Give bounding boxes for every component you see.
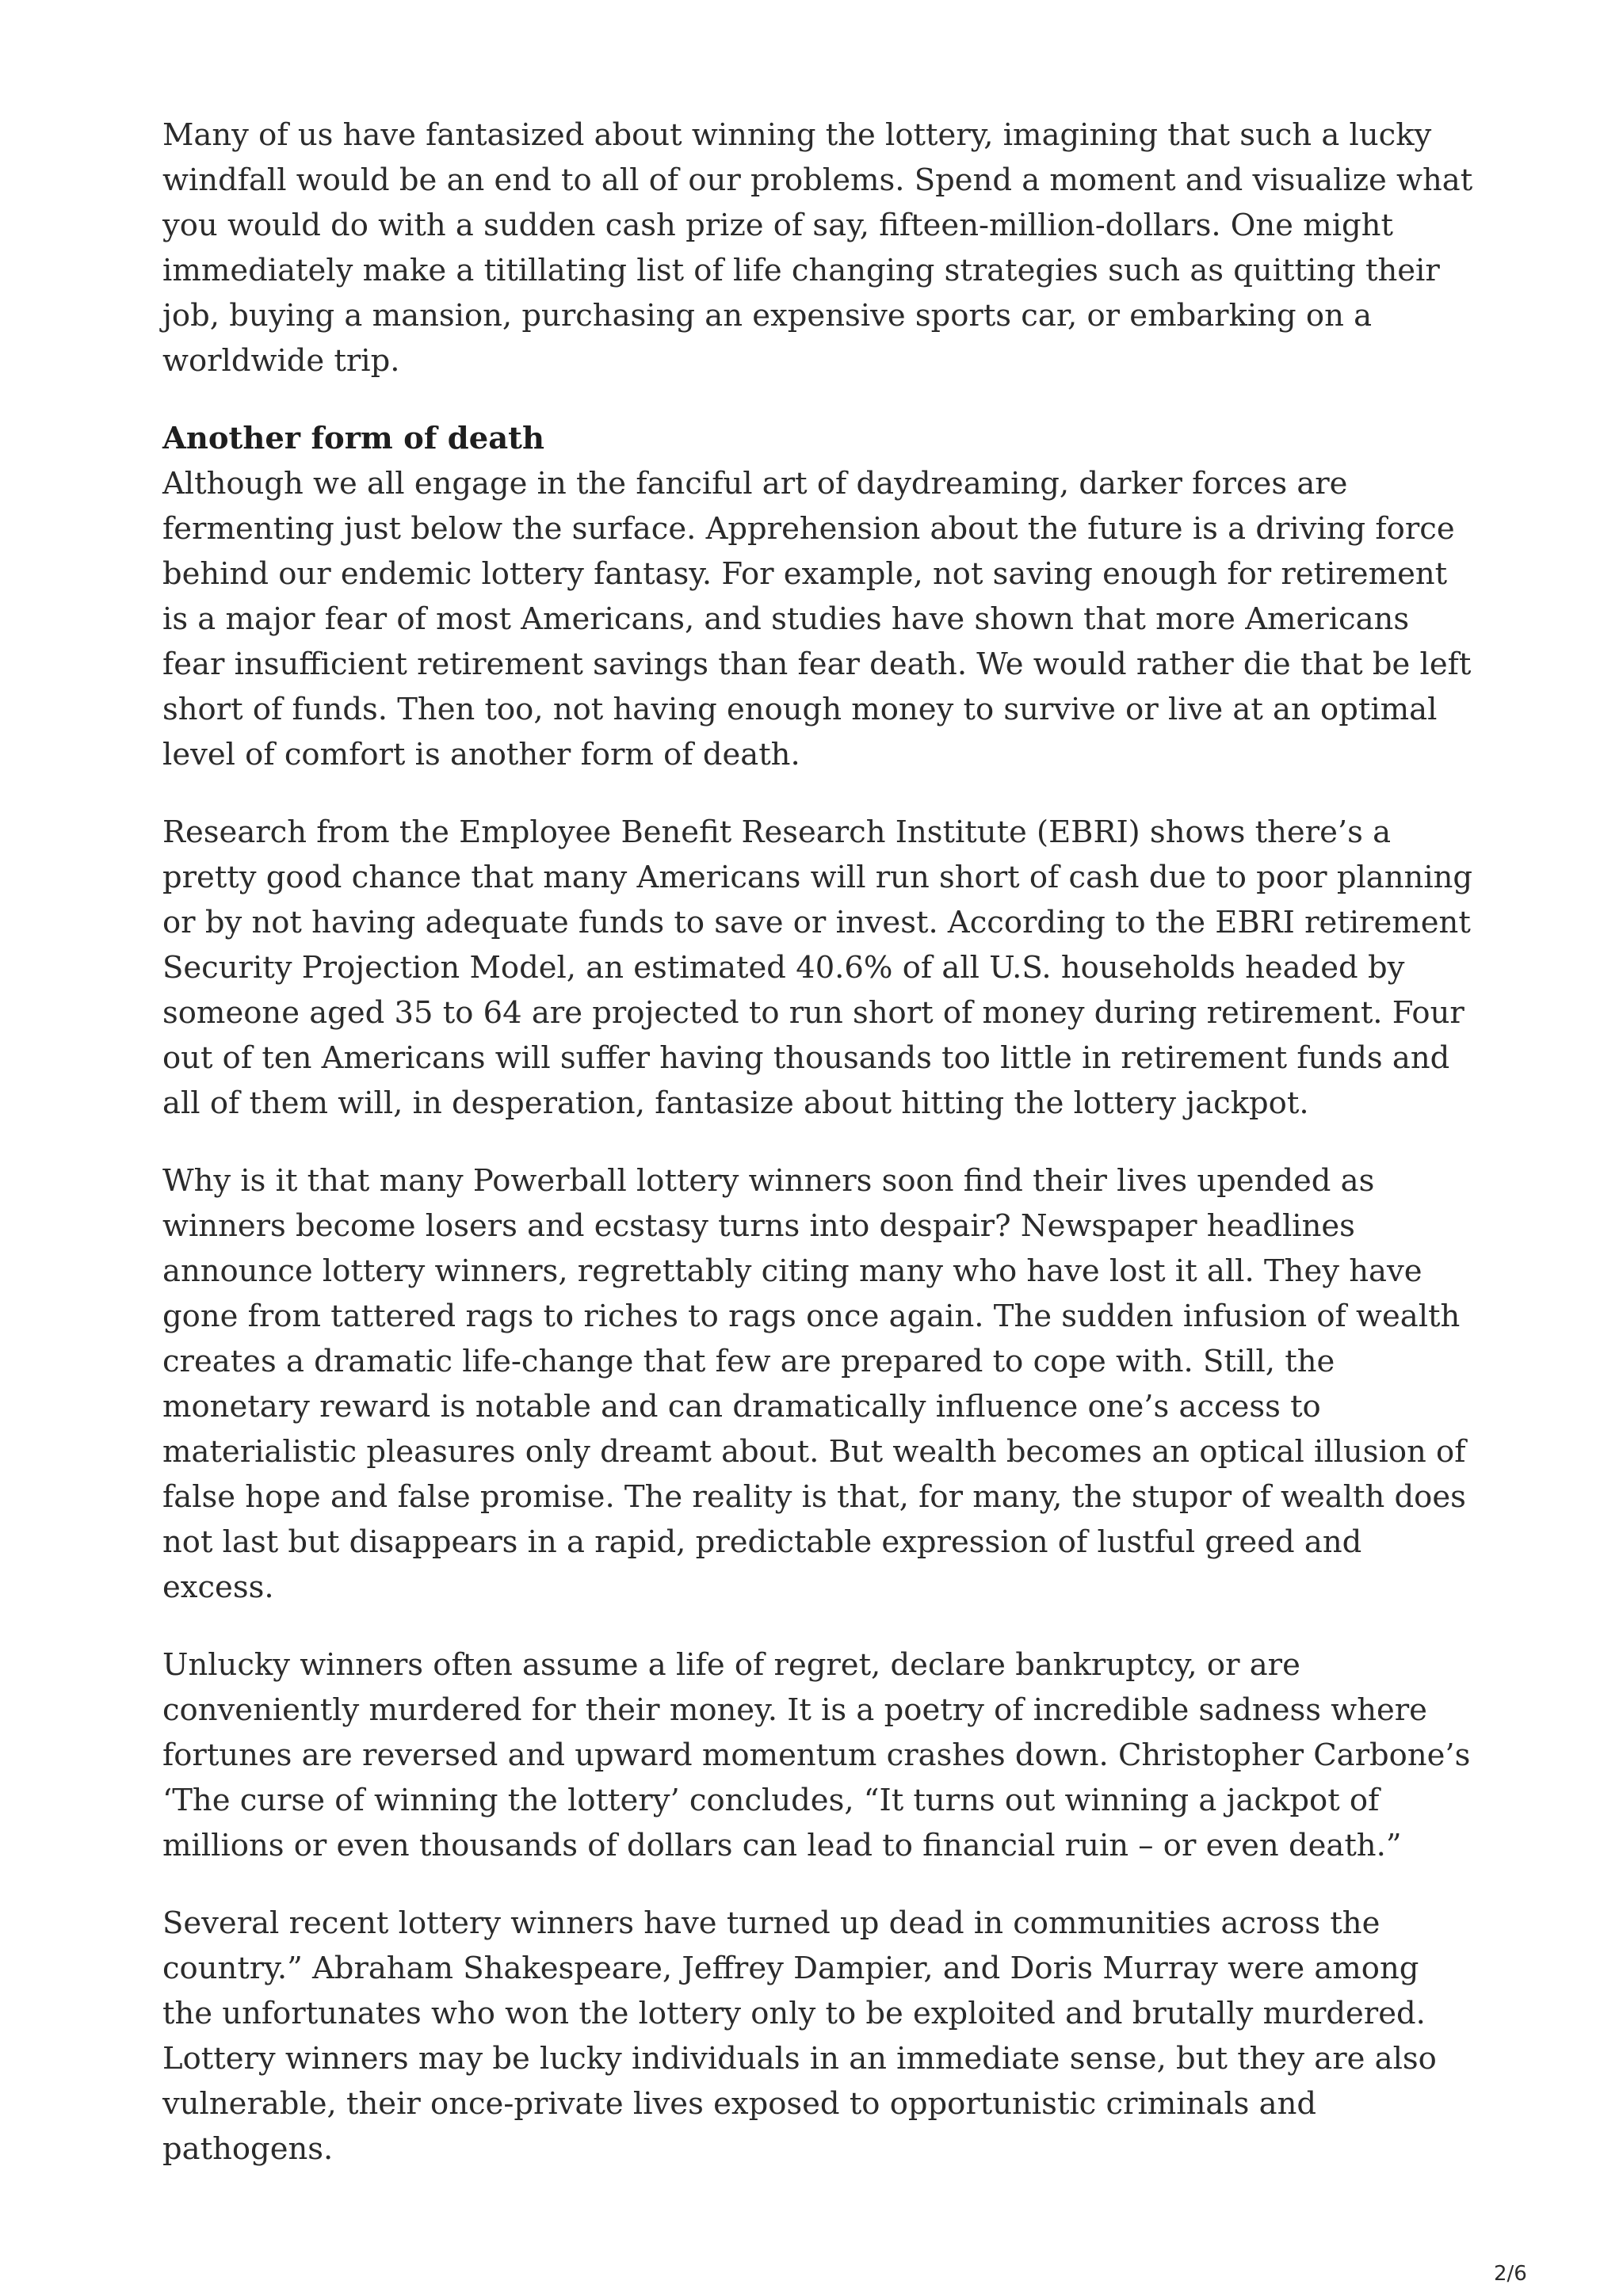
article-body [162,113,1478,2204]
paragraph-daydreaming: Although we all engage in the fanciful art of daydreaming, darker forces are fermenting just below the surface. Apprehension about the future is a driving force behind our endemic lottery fantasy. For example, not saving enough for retirement is a major fear of most Americans, and studies have shown that more Americans fear insufficient retirement savings than fear death. We would rather die that be left short of funds. Then too, not having enough money to survive or live at an optimal level of comfort is another form of death. [162,466,1472,772]
paragraph-recent-winners: Several recent lottery winners have turned up dead in communities across the country.” Abraham Shakespeare, Jeffrey Dampier, and Doris Murray were among the unfortunates who won the lottery only to be exploited and brutally murdered. Lottery winners may be lucky individuals in an immediate sense, but they are also vulnerable, their once-private lives exposed to opportunistic criminals and pathogens. [162,1905,1437,2167]
paragraph-intro: Many of us have fantasized about winning the lottery, imagining that such a lucky windfall would be an end to all of our problems. Spend a moment and visualize what you would do with a sudden cash prize of say, fifteen-million-dollars. One might immediately make a titillating list of life changing strategies such as quitting their job, buying a mansion, purchasing an expensive sports car, or embarking on a worldwide trip. [162,117,1473,379]
paragraph-ebri-research: Research from the Employee Benefit Research Institute (EBRI) shows there’s a pretty good chance that many Americans will run short of cash due to poor planning or by not having adequate funds to save or invest. According to the EBRI retirement Security Projection Model, an estimated 40.6% of all U.S. households headed by someone aged 35 to 64 are projected to run short of money during retirement. Four out of ten Americans will suffer having thousands too little in retirement funds and all of them will, in desperation, fantasize about hitting the lottery jackpot. [162,814,1473,1121]
paragraph-unlucky-winners: Unlucky winners often assume a life of regret, declare bankruptcy, or are conveniently murdered for their money. It is a poetry of incredible sadness where fortunes are reversed and upward momentum crashes down. Christopher Carbone’s ‘The curse of winning the lottery’ concludes, “It turns out winning a jackpot of millions or even thousands of dollars can lead to financial ruin – or even death.” [162,1647,1471,1863]
paragraph-powerball-winners: Why is it that many Powerball lottery winners soon find their lives upended as winners become losers and ecstasy turns into despair? Newspaper headlines announce lottery winners, regrettably citing many who have lost it all. They have gone from tattered rags to riches to rags once again. The sudden infusion of wealth creates a dramatic life-change that few are prepared to cope with. Still, the monetary reward is notable and can dramatically influence one’s access to materialistic pleasures only dreamt about. But wealth becomes an optical illusion of false hope and false promise. The reality is that, for many, the stupor of wealth does not last but disappears in a rapid, predictable expression of lustful greed and excess. [162,1163,1466,1605]
section-heading: Another form of death [162,421,544,456]
page-number: 2/6 [1494,2262,1527,2286]
